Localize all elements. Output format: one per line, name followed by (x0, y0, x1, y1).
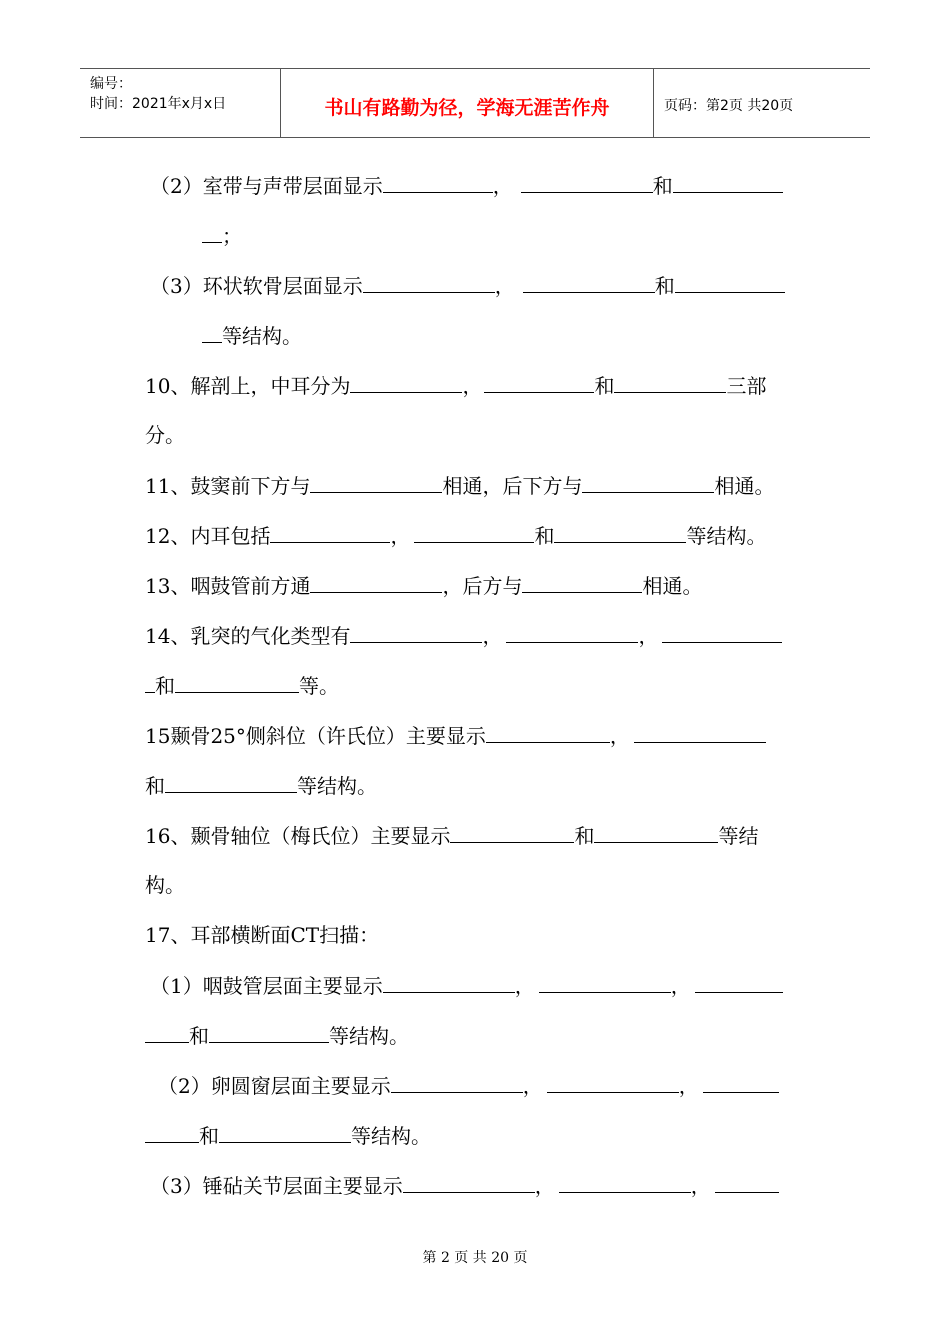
answer-blank[interactable] (539, 973, 671, 993)
question-line: （1）咽鼓管层面主要显示 ， ， (150, 973, 783, 998)
answer-blank[interactable] (145, 1123, 199, 1143)
question-text: 13、咽鼓管前方通 (145, 574, 311, 598)
answer-blank[interactable] (695, 973, 783, 993)
answer-blank[interactable] (662, 623, 782, 643)
answer-blank[interactable] (522, 573, 642, 593)
answer-blank[interactable] (145, 673, 155, 693)
answer-blank[interactable] (523, 273, 655, 293)
question-line: （3）环状软骨层面显示 ， 和 (150, 273, 785, 298)
question-line: 分。 (145, 423, 185, 447)
answer-blank[interactable] (484, 373, 594, 393)
number-label: 编号： (90, 76, 132, 92)
answer-blank[interactable] (547, 1073, 679, 1093)
answer-blank[interactable] (450, 823, 574, 843)
answer-blank[interactable] (202, 223, 222, 243)
question-line (145, 923, 379, 947)
answer-blank[interactable] (521, 173, 653, 193)
question-line: 和 等结构。 (145, 1023, 409, 1048)
header-right-cell (654, 69, 870, 137)
answer-blank[interactable] (414, 523, 534, 543)
question-line: （3）锤砧关节层面主要显示 ， ， (150, 1173, 779, 1198)
answer-blank[interactable] (145, 1023, 189, 1043)
question-line: 构。 (145, 873, 185, 897)
question-text: （2）室带与声带层面显示 (150, 174, 383, 198)
page-info: 页码：第2页 共20页 (664, 98, 794, 114)
question-line: 10、解剖上，中耳分为 ， 和 三部 (145, 374, 767, 398)
question-line: ； (202, 223, 242, 248)
answer-blank[interactable] (175, 673, 299, 693)
answer-blank[interactable] (202, 323, 222, 343)
answer-blank[interactable] (310, 573, 442, 593)
question-line: 14、乳突的气化类型有 ， ， (145, 623, 782, 648)
question-text: （1）咽鼓管层面主要显示 (150, 974, 383, 998)
answer-blank[interactable] (270, 523, 390, 543)
answer-blank[interactable] (350, 373, 462, 393)
answer-blank[interactable] (209, 1023, 329, 1043)
question-line: 16、颞骨轴位（梅氏位）主要显示 和 等结 (145, 824, 759, 848)
question-text: 17、耳部横断面CT扫描： (145, 923, 380, 947)
question-text: 10、解剖上，中耳分为 (145, 374, 351, 398)
question-line: 13、咽鼓管前方通 ，后方与 相通。 (145, 574, 703, 598)
answer-blank[interactable] (582, 473, 714, 493)
answer-blank[interactable] (403, 1173, 535, 1193)
answer-blank[interactable] (310, 473, 442, 493)
page-header (80, 68, 870, 138)
question-line: （2）室带与声带层面显示 ， 和 (150, 173, 783, 198)
page-footer: 第 2 页 共 20 页 (422, 1250, 528, 1266)
header-middle-cell (281, 69, 654, 137)
answer-blank[interactable] (350, 623, 482, 643)
answer-blank[interactable] (391, 1073, 523, 1093)
answer-blank[interactable] (703, 1073, 779, 1093)
answer-blank[interactable] (486, 723, 610, 743)
answer-blank[interactable] (559, 1173, 691, 1193)
question-line: 等结构。 (202, 323, 302, 348)
answer-blank[interactable] (675, 273, 785, 293)
question-line: 和 等结构。 (145, 774, 377, 798)
answer-blank[interactable] (614, 373, 726, 393)
question-text: 16、颞骨轴位（梅氏位）主要显示 (145, 824, 451, 848)
question-text: 14、乳突的气化类型有 (145, 624, 351, 648)
question-text: （2）卵圆窗层面主要显示 (158, 1074, 391, 1098)
answer-blank[interactable] (219, 1123, 351, 1143)
answer-blank[interactable] (165, 773, 297, 793)
answer-blank[interactable] (383, 173, 493, 193)
question-line: 15颞骨25°侧斜位（许氏位）主要显示 ， (145, 723, 766, 748)
question-text: 11、鼓窦前下方与 (145, 474, 311, 498)
answer-blank[interactable] (506, 623, 638, 643)
date-label: 时间：2021年x月x日 (90, 96, 227, 112)
question-line: 和 等。 (145, 673, 339, 698)
answer-blank[interactable] (383, 973, 515, 993)
question-line: 12、内耳包括 ， 和 等结构。 (145, 524, 767, 548)
answer-blank[interactable] (634, 723, 766, 743)
question-line: 和 等结构。 (145, 1123, 431, 1148)
question-text: （3）锤砧关节层面主要显示 (150, 1174, 403, 1198)
question-line: 11、鼓窦前下方与 相通，后下方与 相通。 (145, 474, 775, 498)
motto: 书山有路勤为径，学海无涯苦作舟 (324, 97, 610, 119)
answer-blank[interactable] (673, 173, 783, 193)
answer-blank[interactable] (554, 523, 686, 543)
answer-blank[interactable] (594, 823, 718, 843)
question-text: 12、内耳包括 (145, 524, 271, 548)
answer-blank[interactable] (363, 273, 495, 293)
question-line: （2）卵圆窗层面主要显示 ， ， (158, 1073, 779, 1098)
header-left-cell (80, 69, 281, 137)
question-text: （3）环状软骨层面显示 (150, 274, 363, 298)
answer-blank[interactable] (715, 1173, 779, 1193)
question-text: 15颞骨25°侧斜位（许氏位）主要显示 (145, 724, 486, 748)
